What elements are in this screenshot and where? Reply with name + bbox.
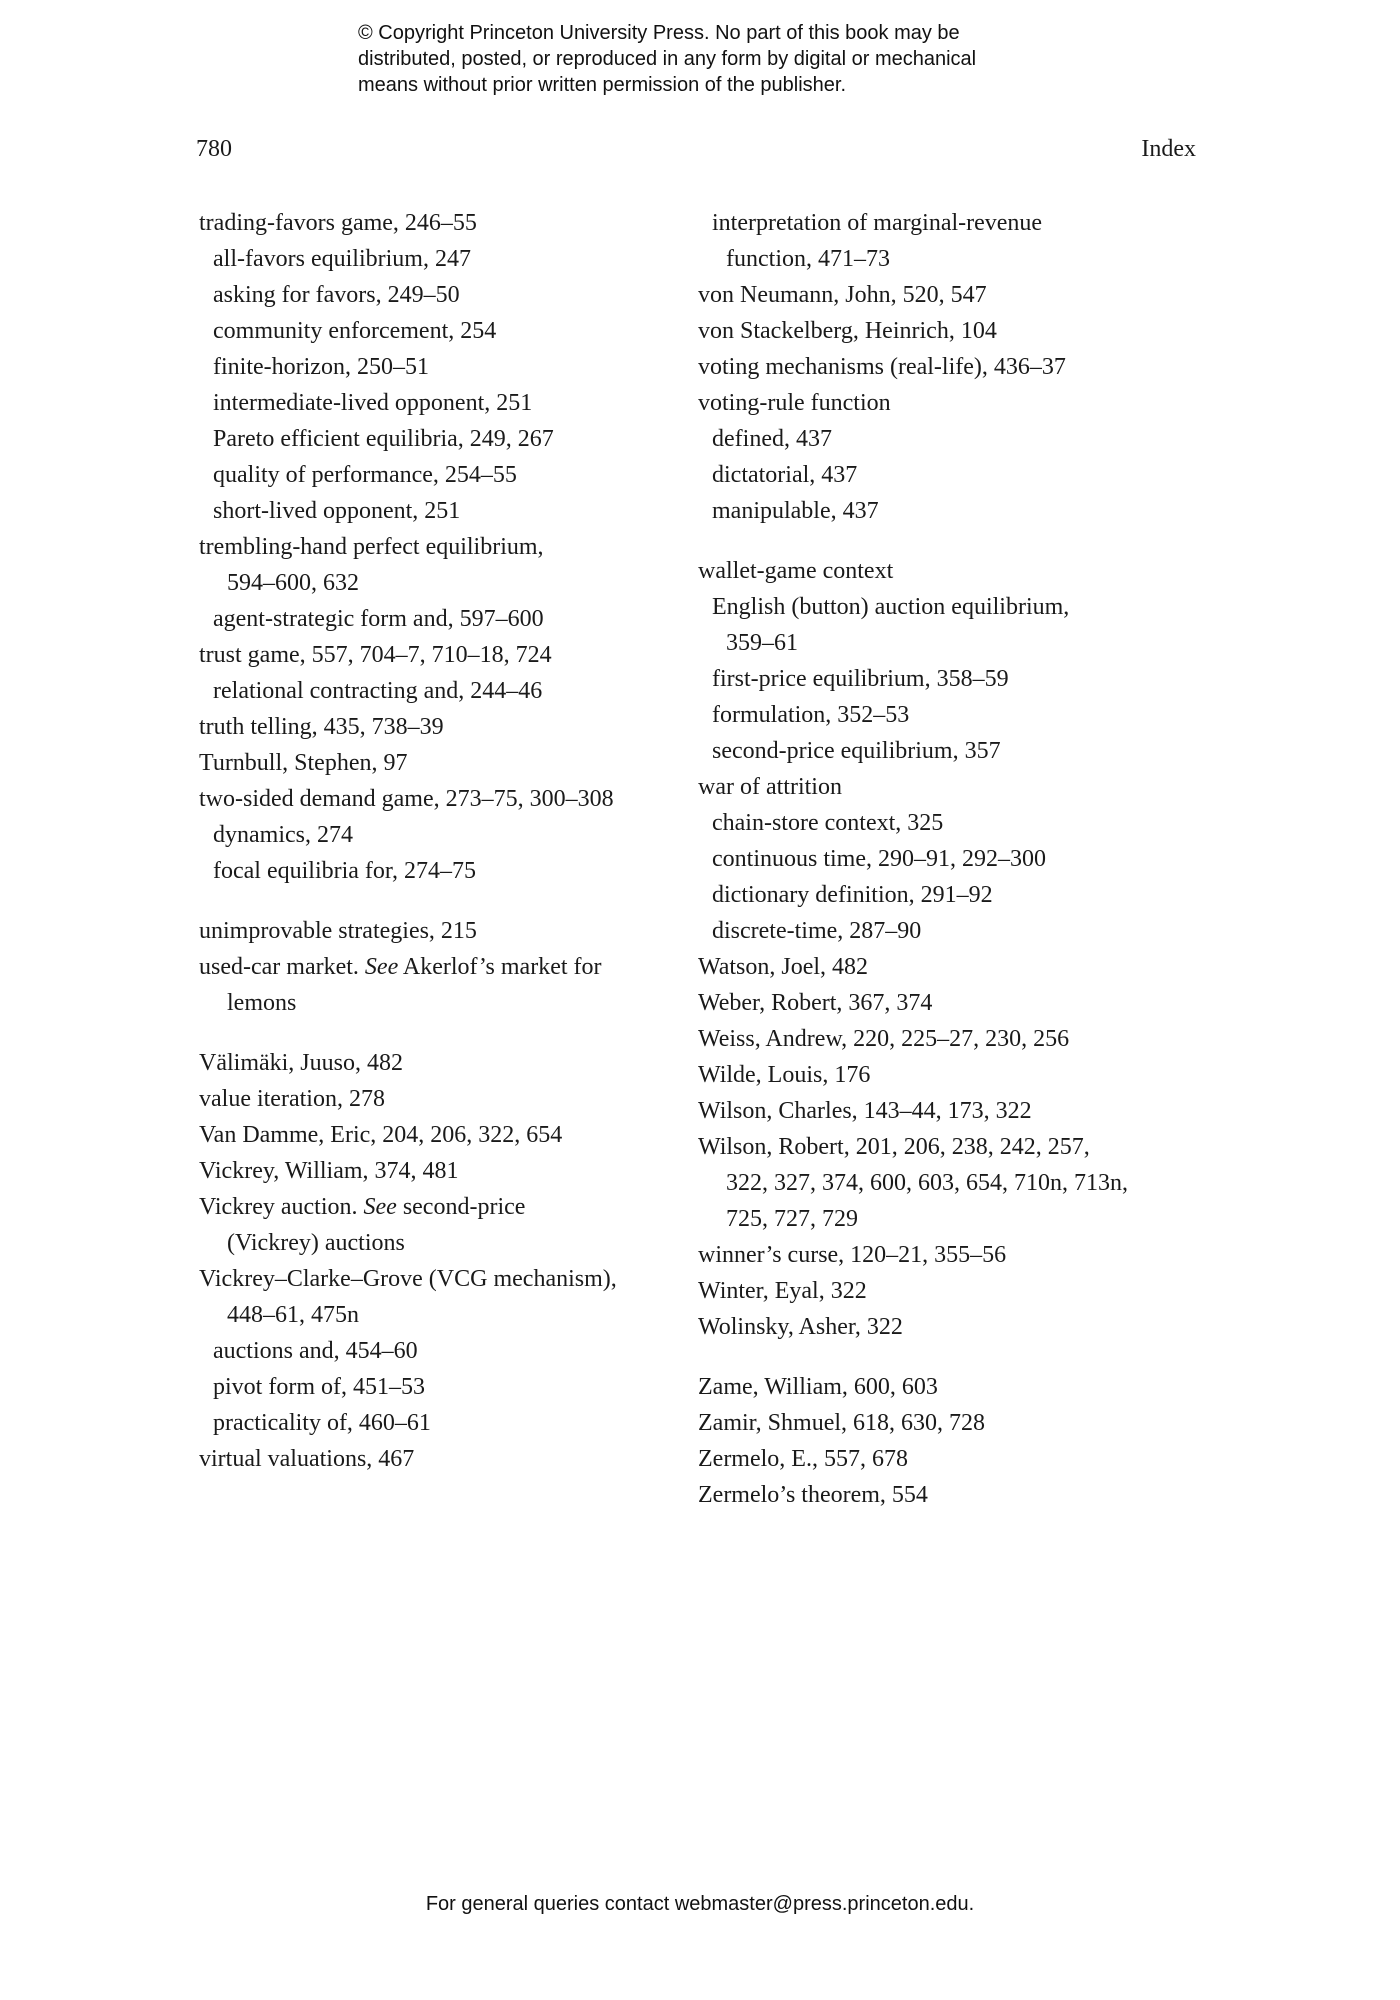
index-entry: Wilde, Louis, 176 xyxy=(698,1062,871,1088)
see-reference: See xyxy=(363,1194,397,1220)
index-subentry: chain-store context, 325 xyxy=(712,810,944,836)
index-continuation: 448–61, 475n xyxy=(227,1302,359,1328)
index-subentry: practicality of, 460–61 xyxy=(213,1410,431,1436)
section-title: Index xyxy=(1141,136,1196,162)
index-entry: Zermelo, E., 557, 678 xyxy=(698,1446,908,1472)
index-entry xyxy=(199,1189,669,1225)
index-entry: Weber, Robert, 367, 374 xyxy=(698,990,933,1016)
index-entry: von Stackelberg, Heinrich, 104 xyxy=(698,318,997,344)
index-entry: Wolinsky, Asher, 322 xyxy=(698,1314,903,1340)
index-subentry: dictionary definition, 291–92 xyxy=(712,882,993,908)
running-head xyxy=(196,136,1196,168)
index-subentry: pivot form of, 451–53 xyxy=(213,1374,425,1400)
index-entry: Winter, Eyal, 322 xyxy=(698,1278,867,1304)
index-continuation: function, 471–73 xyxy=(726,246,890,272)
footer-contact: For general queries contact webmaster@press.princeton.edu. xyxy=(425,1893,975,1915)
index-subentry: interpretation of marginal-revenue xyxy=(712,210,1043,236)
index-entry: Zamir, Shmuel, 618, 630, 728 xyxy=(698,1410,986,1436)
index-subentry: auctions and, 454–60 xyxy=(213,1338,418,1364)
index-subentry: community enforcement, 254 xyxy=(213,318,497,344)
index-entry: Vickrey, William, 374, 481 xyxy=(199,1158,459,1184)
index-continuation: lemons xyxy=(227,990,297,1016)
copyright-line: means without prior written permission of the publisher. xyxy=(358,74,847,96)
index-subentry: finite-horizon, 250–51 xyxy=(213,354,429,380)
index-subentry: agent-strategic form and, 597–600 xyxy=(213,606,544,632)
copyright-line: © Copyright Princeton University Press. No part of this book may be xyxy=(358,22,960,44)
index-entry: Zame, William, 600, 603 xyxy=(698,1374,938,1400)
index-subentry: manipulable, 437 xyxy=(712,498,879,524)
index-subentry: asking for favors, 249–50 xyxy=(213,282,460,308)
index-subentry: defined, 437 xyxy=(712,426,832,452)
index-column-right xyxy=(698,205,1188,1513)
index-entry: war of attrition xyxy=(698,774,842,800)
index-entry: von Neumann, John, 520, 547 xyxy=(698,282,987,308)
index-entry: Watson, Joel, 482 xyxy=(698,954,869,980)
index-entry: Weiss, Andrew, 220, 225–27, 230, 256 xyxy=(698,1026,1070,1052)
index-gap xyxy=(199,1021,669,1045)
index-subentry: focal equilibria for, 274–75 xyxy=(213,858,476,884)
index-subentry: second-price equilibrium, 357 xyxy=(712,738,1001,764)
index-gap xyxy=(698,529,1188,553)
index-entry: two-sided demand game, 273–75, 300–308 xyxy=(199,786,614,812)
index-entry: trading-favors game, 246–55 xyxy=(199,210,477,236)
index-subentry: dictatorial, 437 xyxy=(712,462,858,488)
entry-text: Akerlof’s market for xyxy=(398,954,602,980)
copyright-line: distributed, posted, or reproduced in any form by digital or mechanical xyxy=(358,48,977,70)
index-continuation: 322, 327, 374, 600, 603, 654, 710n, 713n, xyxy=(726,1170,1128,1196)
index-subentry: English (button) auction equilibrium, xyxy=(712,594,1070,620)
see-reference: See xyxy=(364,954,399,980)
index-entry: wallet-game context xyxy=(698,558,894,584)
entry-text: Vickrey auction. xyxy=(199,1194,364,1220)
index-subentry: short-lived opponent, 251 xyxy=(213,498,461,524)
index-entry: Turnbull, Stephen, 97 xyxy=(199,750,408,776)
entry-text: second-price xyxy=(396,1194,526,1220)
index-entry: trust game, 557, 704–7, 710–18, 724 xyxy=(199,642,552,668)
index-entry: Välimäki, Juuso, 482 xyxy=(199,1050,403,1076)
index-entry: value iteration, 278 xyxy=(199,1086,385,1112)
index-entry: Wilson, Charles, 143–44, 173, 322 xyxy=(698,1098,1032,1124)
index-entry: truth telling, 435, 738–39 xyxy=(199,714,444,740)
index-subentry: intermediate-lived opponent, 251 xyxy=(213,390,533,416)
index-entry: voting mechanisms (real-life), 436–37 xyxy=(698,354,1066,380)
page-number: 780 xyxy=(196,136,232,162)
index-subentry: quality of performance, 254–55 xyxy=(213,462,517,488)
index-subentry: continuous time, 290–91, 292–300 xyxy=(712,846,1046,872)
index-entry: Wilson, Robert, 201, 206, 238, 242, 257, xyxy=(698,1134,1090,1160)
entry-text: used-car market. xyxy=(199,954,365,980)
index-entry: trembling-hand perfect equilibrium, xyxy=(199,534,544,560)
index-continuation: (Vickrey) auctions xyxy=(227,1230,405,1256)
index-column-left xyxy=(199,205,669,1477)
copyright-notice xyxy=(358,20,1078,98)
index-entry: unimprovable strategies, 215 xyxy=(199,918,477,944)
index-entry xyxy=(199,949,669,985)
index-continuation: 359–61 xyxy=(726,630,798,656)
index-entry: winner’s curse, 120–21, 355–56 xyxy=(698,1242,1007,1268)
index-continuation: 725, 727, 729 xyxy=(726,1206,858,1232)
index-subentry: dynamics, 274 xyxy=(213,822,353,848)
index-subentry: relational contracting and, 244–46 xyxy=(213,678,543,704)
index-continuation: 594–600, 632 xyxy=(227,570,359,596)
index-entry: Zermelo’s theorem, 554 xyxy=(698,1482,928,1508)
index-entry: Van Damme, Eric, 204, 206, 322, 654 xyxy=(199,1122,563,1148)
index-subentry: Pareto efficient equilibria, 249, 267 xyxy=(213,426,554,452)
index-subentry: first-price equilibrium, 358–59 xyxy=(712,666,1009,692)
index-subentry: formulation, 352–53 xyxy=(712,702,910,728)
index-entry: Vickrey–Clarke–Grove (VCG mechanism), xyxy=(199,1266,617,1292)
index-gap xyxy=(698,1345,1188,1369)
index-subentry: all-favors equilibrium, 247 xyxy=(213,246,471,272)
index-subentry: discrete-time, 287–90 xyxy=(712,918,922,944)
index-entry: virtual valuations, 467 xyxy=(199,1446,415,1472)
index-entry: voting-rule function xyxy=(698,390,891,416)
index-gap xyxy=(199,889,669,913)
